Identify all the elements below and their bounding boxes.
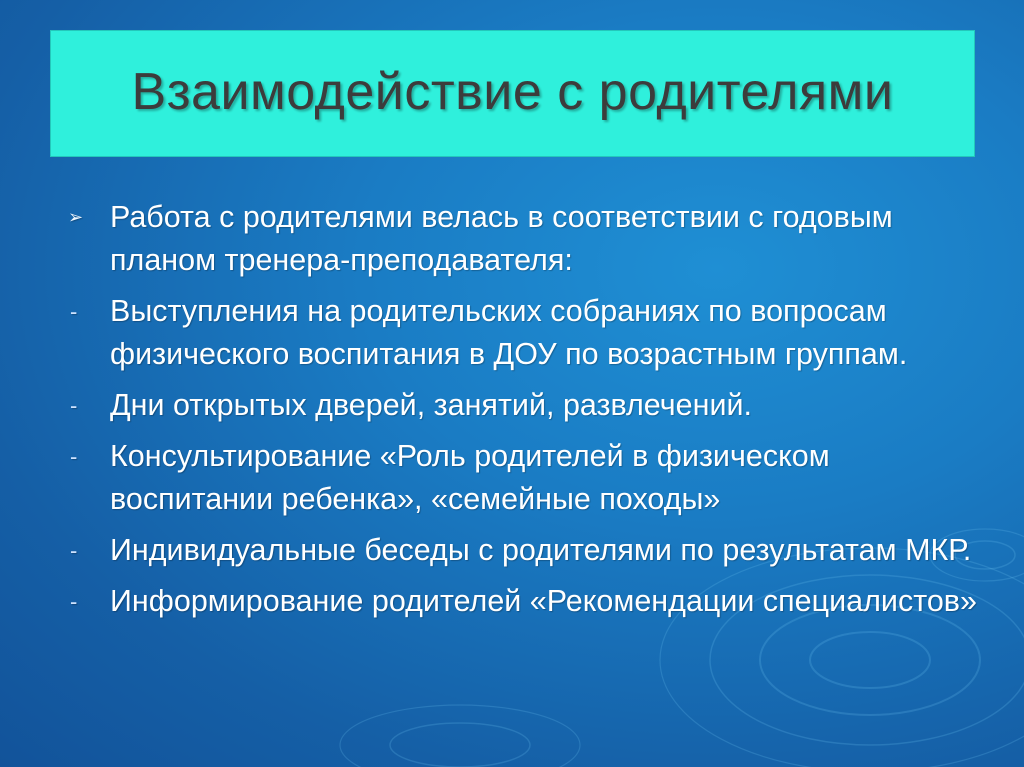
dash-bullet-icon: - xyxy=(70,538,78,563)
list-item-text: Дни открытых дверей, занятий, развлечений. xyxy=(110,388,753,422)
list-item-text: Индивидуальные беседы с родителями по результатам МКР. xyxy=(110,533,972,567)
arrow-bullet-icon: ➢ xyxy=(68,207,84,227)
dash-bullet-icon: - xyxy=(70,589,78,614)
list-item-text: Информирование родителей «Рекомендации специалистов» xyxy=(110,584,977,618)
list-item xyxy=(68,580,988,623)
title-banner xyxy=(50,30,975,157)
dash-bullet-icon: - xyxy=(70,444,78,469)
list-item xyxy=(68,529,988,572)
slide-title: Взаимодействие с родителями xyxy=(131,62,894,121)
dash-bullet-icon: - xyxy=(70,393,78,418)
list-item xyxy=(68,290,988,376)
list-item xyxy=(68,435,988,521)
list-item-text: Работа с родителями велась в соответствии с годовым планом тренера-преподавателя: xyxy=(110,200,893,277)
list-item-text: Консультирование «Роль родителей в физическом воспитании ребенка», «семейные походы» xyxy=(110,439,830,516)
dash-bullet-icon: - xyxy=(70,299,78,324)
bullet-list xyxy=(68,196,988,631)
list-item xyxy=(68,196,988,282)
list-item xyxy=(68,384,988,427)
list-item-text: Выступления на родительских собраниях по вопросам физического воспитания в ДОУ по возрастным группам. xyxy=(110,294,908,371)
